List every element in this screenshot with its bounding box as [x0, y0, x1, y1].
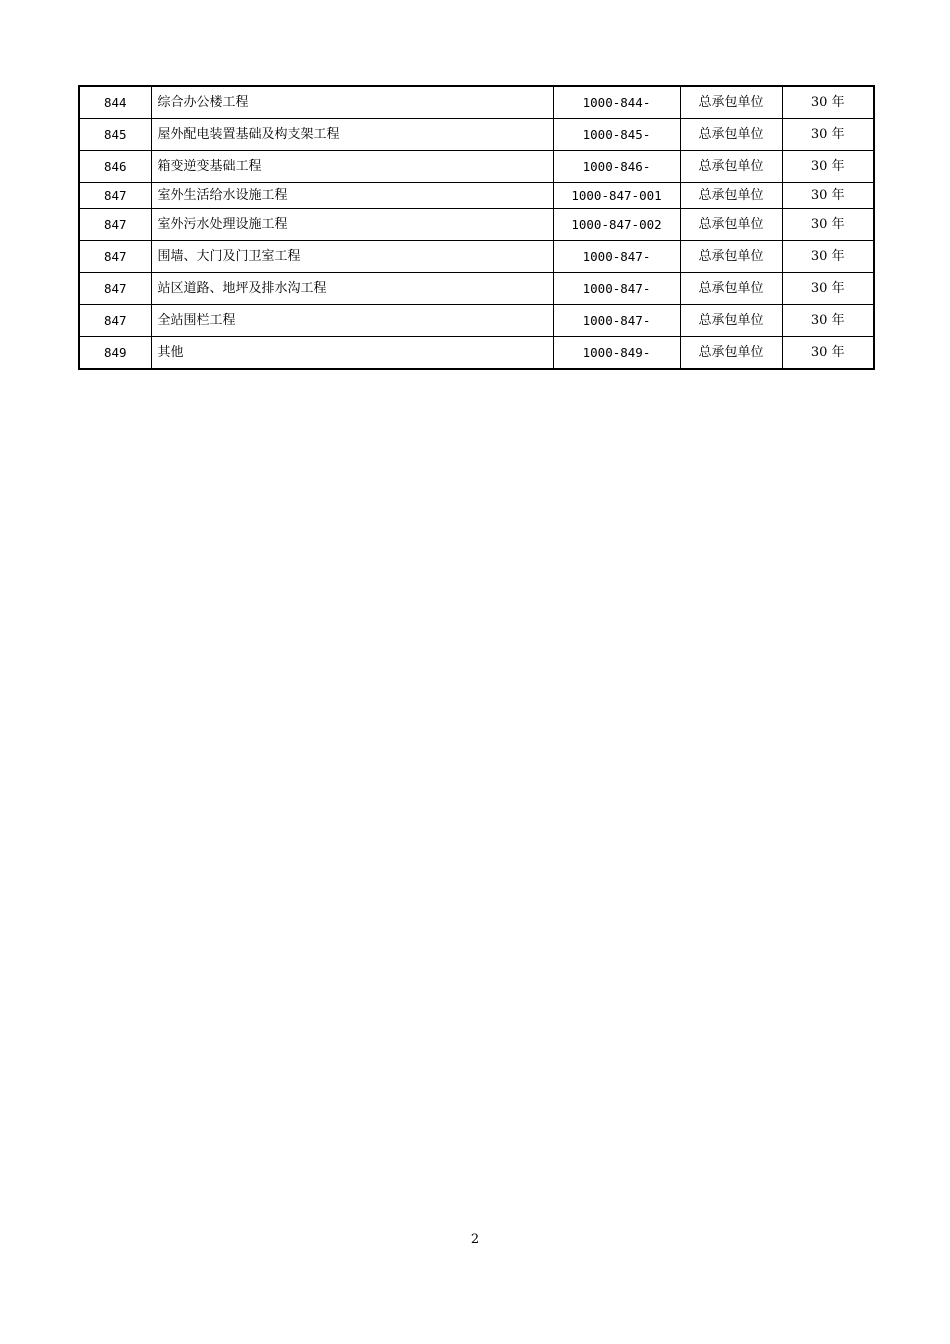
archive-number: 1000-844-	[553, 86, 680, 119]
table-row	[79, 119, 874, 151]
archive-number: 1000-847-001	[553, 183, 680, 209]
archive-number: 1000-849-	[553, 337, 680, 370]
item-name: 围墙、大门及门卫室工程	[151, 241, 553, 273]
retention-term: 30 年	[782, 273, 874, 305]
item-name: 室外污水处理设施工程	[151, 209, 553, 241]
table-row	[79, 337, 874, 370]
item-code: 847	[79, 183, 151, 209]
item-name: 综合办公楼工程	[151, 86, 553, 119]
table-row	[79, 305, 874, 337]
item-code: 846	[79, 151, 151, 183]
item-name: 全站围栏工程	[151, 305, 553, 337]
table-row	[79, 151, 874, 183]
item-name: 室外生活给水设施工程	[151, 183, 553, 209]
table-row	[79, 183, 874, 209]
item-code: 847	[79, 209, 151, 241]
archive-number: 1000-847-	[553, 241, 680, 273]
retention-term: 30 年	[782, 86, 874, 119]
responsible-unit: 总承包单位	[680, 151, 782, 183]
responsible-unit: 总承包单位	[680, 305, 782, 337]
responsible-unit: 总承包单位	[680, 241, 782, 273]
retention-term: 30 年	[782, 151, 874, 183]
table-row	[79, 273, 874, 305]
item-name: 箱变逆变基础工程	[151, 151, 553, 183]
retention-term: 30 年	[782, 241, 874, 273]
archive-table-body	[79, 86, 874, 369]
responsible-unit: 总承包单位	[680, 337, 782, 370]
item-name: 站区道路、地坪及排水沟工程	[151, 273, 553, 305]
archive-table	[78, 85, 875, 370]
item-code: 844	[79, 86, 151, 119]
item-code: 847	[79, 241, 151, 273]
responsible-unit: 总承包单位	[680, 183, 782, 209]
archive-number: 1000-847-	[553, 305, 680, 337]
table-row	[79, 241, 874, 273]
archive-number: 1000-847-	[553, 273, 680, 305]
retention-term: 30 年	[782, 183, 874, 209]
archive-number: 1000-846-	[553, 151, 680, 183]
retention-term: 30 年	[782, 337, 874, 370]
responsible-unit: 总承包单位	[680, 273, 782, 305]
archive-number: 1000-845-	[553, 119, 680, 151]
table-row	[79, 209, 874, 241]
item-name: 其他	[151, 337, 553, 370]
item-name: 屋外配电装置基础及构支架工程	[151, 119, 553, 151]
item-code: 849	[79, 337, 151, 370]
archive-number: 1000-847-002	[553, 209, 680, 241]
item-code: 847	[79, 305, 151, 337]
retention-term: 30 年	[782, 209, 874, 241]
responsible-unit: 总承包单位	[680, 119, 782, 151]
item-code: 845	[79, 119, 151, 151]
retention-term: 30 年	[782, 119, 874, 151]
retention-term: 30 年	[782, 305, 874, 337]
table-row	[79, 86, 874, 119]
responsible-unit: 总承包单位	[680, 209, 782, 241]
page-number: 2	[470, 1232, 480, 1247]
item-code: 847	[79, 273, 151, 305]
responsible-unit: 总承包单位	[680, 86, 782, 119]
